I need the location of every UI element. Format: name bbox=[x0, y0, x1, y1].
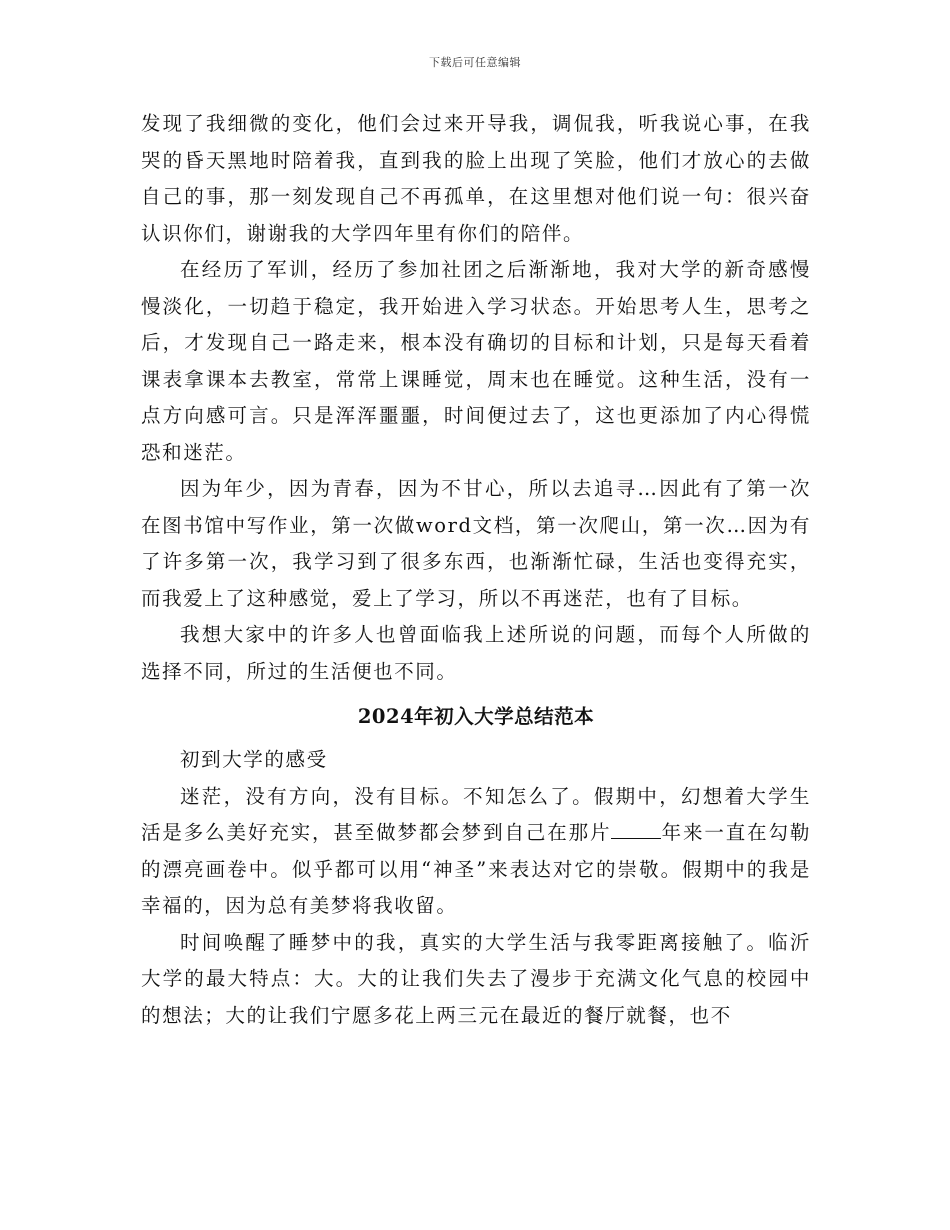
section-title: 2024年初入大学总结范本 bbox=[357, 705, 595, 728]
paragraph-5-part-1: 迷茫，没有方向，没有目标。不知怎么了。假期中，幻想着大学生活是多么美好充实，甚至做梦都会梦到自己在那片 bbox=[141, 784, 811, 844]
paragraph-4: 我想大家中的许多人也曾面临我上述所说的问题，而每个人所做的选择不同，所过的生活便也不同。 bbox=[141, 623, 811, 683]
fill-in-blank bbox=[611, 820, 661, 839]
paragraph-6: 时间唤醒了睡梦中的我，真实的大学生活与我零距离接触了。临沂大学的最大特点：大。大的让我们失去了漫步于充满文化气息的校园中的想法；大的让我们宁愿多花上两三元在最近的餐厅就餐，也不 bbox=[141, 930, 811, 1027]
paragraph-2: 在经历了军训，经历了参加社团之后渐渐地，我对大学的新奇感慢慢淡化，一切趋于稳定，我开始进入学习状态。开始思考人生，思考之后，才发现自己一路走来，根本没有确切的目标和计划，只是每天看着课表拿课本去教室，常常上课睡觉，周末也在睡觉。这种生活，没有一点方向感可言。只是浑浑噩噩，时间便过去了，这也更添加了内心得慌恐和迷茫。 bbox=[141, 258, 811, 464]
page-header-note: 下载后可任意编辑 bbox=[429, 56, 521, 69]
paragraph-3: 因为年少，因为青春，因为不甘心，所以去追寻…因此有了第一次在图书馆中写作业，第一次做word文档，第一次爬山，第一次…因为有了许多第一次，我学习到了很多东西，也渐渐忙碌，生活也变得充实，而我爱上了这种感觉，爱上了学习，所以不再迷茫，也有了目标。 bbox=[141, 477, 811, 610]
section-subheading: 初到大学的感受 bbox=[180, 748, 328, 771]
paragraph-5-part-2: 年来一直在勾勒的漂亮画卷中。似乎都可以用“神圣”来表达对它的崇敬。假期中的我是幸福的，因为总有美梦将我收留。 bbox=[141, 821, 811, 917]
paragraph-1: 发现了我细微的变化，他们会过来开导我，调侃我，听我说心事，在我哭的昏天黑地时陪着我，直到我的脸上出现了笑脸，他们才放心的去做自己的事，那一刻发现自己不再孤单，在这里想对他们说一句：很兴奋认识你们，谢谢我的大学四年里有你们的陪伴。 bbox=[141, 112, 811, 245]
paragraph-5 bbox=[141, 779, 811, 925]
document-body bbox=[141, 106, 811, 1034]
